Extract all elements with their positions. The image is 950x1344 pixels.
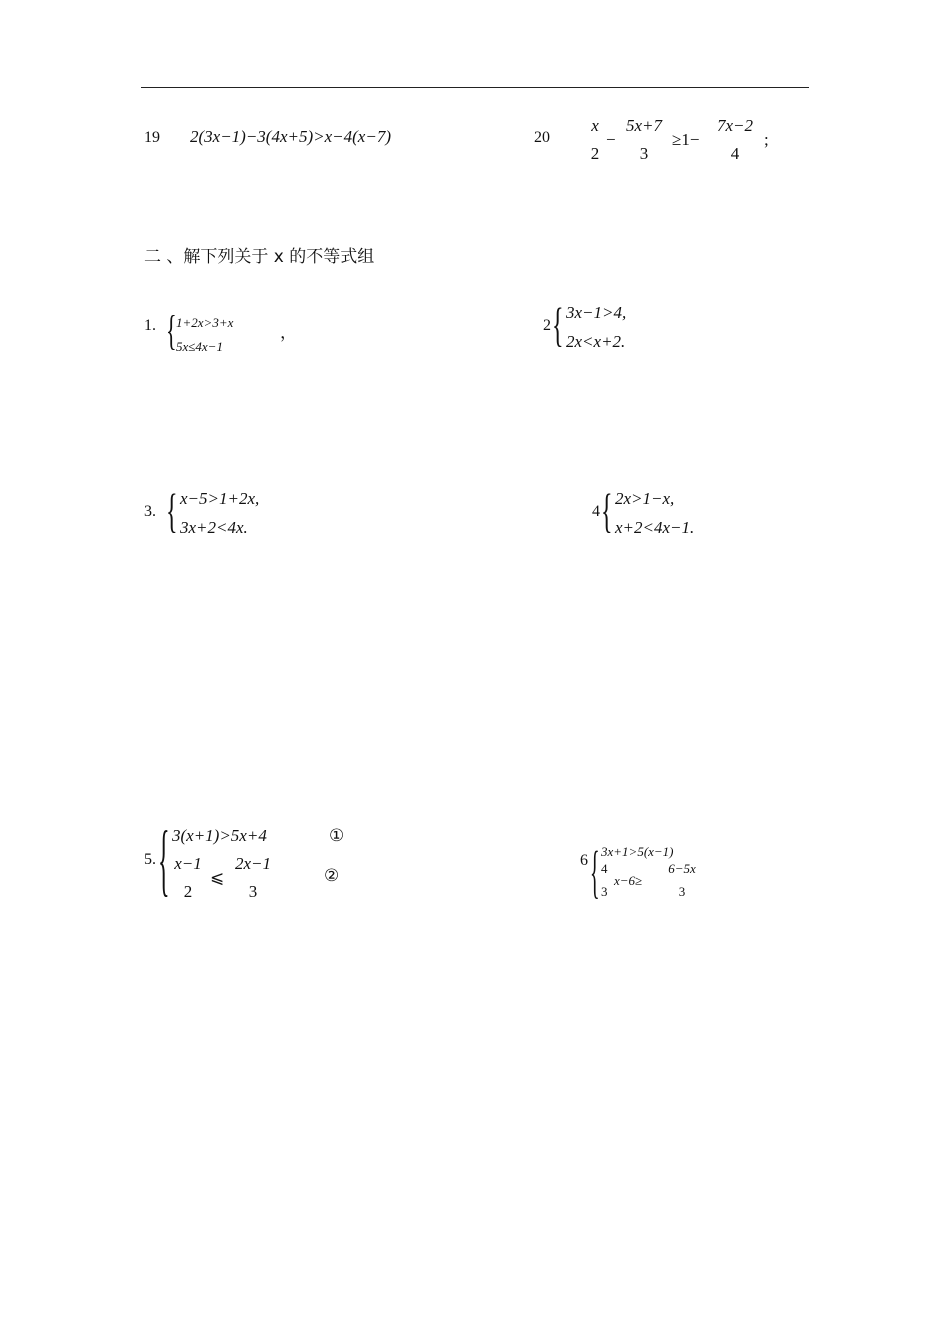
system-5-denominator-2: 3 [248,882,258,901]
system-4-line-1: 2x>1−x, [615,489,675,508]
q20-denominator-1: 2 [590,144,600,163]
system-5-marker-1: ① [329,826,345,846]
system-4-line-2: x+2<4x−1. [615,518,695,537]
q20-denominator-2: 3 [639,144,649,163]
system-5-marker-2: ② [324,866,340,886]
system-3-number: 3. [144,503,156,520]
system-5-relation: ⩽ [210,868,225,887]
system-6-number: 6 [580,852,588,869]
system-5-brace: { [158,814,170,904]
header-rule [141,87,809,88]
system-1-brace: { [166,306,177,355]
system-6-denominator-2: 3 [678,884,686,899]
system-6-line-1: 3x+1>5(x−1) [601,844,674,859]
system-2-number: 2 [543,317,551,334]
system-1-number: 1. [144,317,156,334]
system-2-line-2: 2x<x+2. [566,332,626,351]
system-3-brace: { [166,483,178,538]
q20-minus: − [606,130,616,149]
system-1-line-2: 5x≤4x−1 [176,339,223,354]
system-6-numerator-1: 4 [601,861,608,876]
question-19-expression: 2(3x−1)−3(4x+5)>x−4(x−7) [190,127,391,146]
system-6-denominator-1: 3 [601,884,608,899]
system-2-brace: { [552,297,564,352]
q20-middle: ≥1− [672,130,700,149]
system-1-tail: ， [280,323,297,342]
system-2-line-1: 3x−1>4, [566,303,627,322]
system-4-number: 4 [592,503,600,520]
system-6-middle: x−6≥ [614,873,643,888]
question-19-number: 19 [144,129,160,146]
q20-numerator-1: x [591,116,599,135]
q20-numerator-2: 5x+7 [625,116,663,135]
system-3-line-2: 3x+2<4x. [180,518,248,537]
system-5-numerator-2: 2x−1 [234,854,272,873]
system-5-number: 5. [144,851,156,868]
section-heading: 二 、解下列关于 x 的不等式组 [144,247,375,267]
system-5-numerator-1: x−1 [174,854,202,873]
system-5-line-1: 3(x+1)>5x+4 [172,826,267,845]
q20-denominator-3: 4 [730,144,740,163]
system-1-line-1: 1+2x>3+x [176,315,234,330]
system-5-denominator-1: 2 [183,882,193,901]
system-4-brace: { [601,483,613,538]
system-3-line-1: x−5>1+2x, [180,489,260,508]
q20-tail: ; [764,130,769,149]
question-20-number: 20 [534,129,550,146]
system-6-brace: { [590,838,600,904]
system-6-numerator-2: 6−5x [668,861,696,876]
q20-numerator-3: 7x−2 [716,116,754,135]
